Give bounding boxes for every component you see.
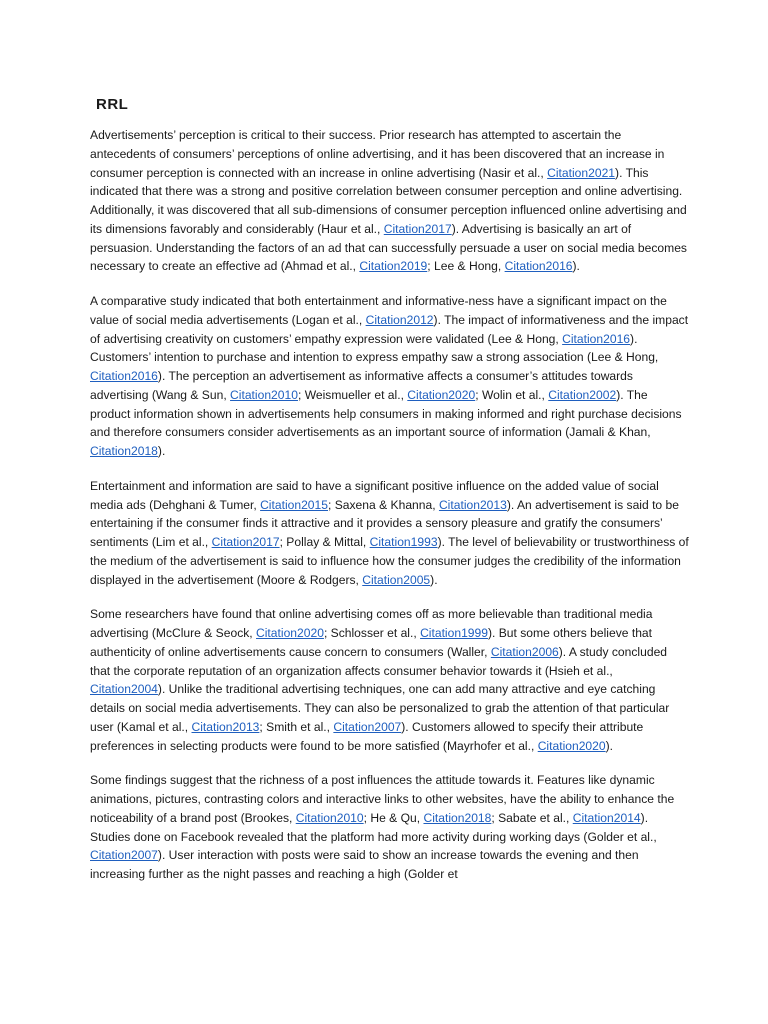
- paragraph: [90, 605, 690, 755]
- citation-link[interactable]: Citation2006: [490, 644, 559, 659]
- paragraph-text: Entertainment and information are said to have a significant positive influence on the added value of social media ads (Dehghani & Tumer,: [90, 478, 659, 512]
- paragraph-text: ).: [157, 444, 166, 458]
- paragraph-text: ). An advertisement is said to be entertaining if the consumer finds it attractive and it provides a sensory pleasure and gratify the consumers’ sentiments (Lim et al.,: [90, 497, 679, 549]
- paragraph-text: ). Advertising is basically an art of persuasion. Understanding the factors of an ad that can successfully persuade a user on social media becomes necessary to create an effective ad (Ahmad et al.,: [90, 221, 687, 274]
- citation-link[interactable]: Citation2020: [256, 626, 324, 640]
- paragraph-text: ).: [605, 738, 614, 753]
- paragraph-text: Some findings suggest that the richness of a post influences the attitude towards it. Features like dynamic animations, pictures, contrasting colors and interactive links to other websites, have the ability to enhance the noticeability of a brand post (Brookes,: [90, 773, 675, 825]
- paragraph: [90, 771, 690, 884]
- citation-link[interactable]: Citation2021: [547, 165, 616, 180]
- citation-link[interactable]: Citation2017: [383, 221, 452, 236]
- paragraph-text: ). The perception an advertisement as informative affects a consumer’s attitudes towards advertising (Wang & Sun,: [90, 369, 633, 402]
- citation-link[interactable]: Citation2016: [562, 331, 631, 346]
- citation-link[interactable]: Citation2020: [537, 738, 606, 753]
- paragraph-text: ).: [572, 259, 580, 274]
- paragraph-text: ; Smith et al.,: [259, 719, 334, 734]
- paragraph-text: ). The impact of informativeness and the impact of advertising creativity on customers’ empathy expression were validated (Lee & Hong,: [90, 312, 689, 346]
- citation-link[interactable]: Citation2018: [423, 810, 492, 825]
- citation-link[interactable]: Citation2014: [572, 810, 641, 825]
- citation-link[interactable]: Citation2019: [359, 259, 428, 274]
- paragraph-text: ). The level of believability or trustworthiness of the medium of the advertisement is said to influence how the consumer judges the credibility of the information displayed in the advertisement (Moore & Rodgers,: [90, 535, 689, 587]
- paragraph-text: ; Saxena & Khanna,: [328, 497, 439, 512]
- paragraph-text: ; He & Qu,: [363, 810, 424, 825]
- paragraph-text: ). But some others believe that authenticity of online advertisements cause concern to consumers (Waller,: [90, 626, 653, 659]
- paragraph-text: ). This indicated that there was a strong and positive correlation between consumer perception and online advertising. Additionally, it was discovered that all sub-dimensions of consumer perception influenced online advertising and its dimensions favorably and considerably (Haur et al.,: [90, 165, 687, 236]
- paragraph-text: ).: [430, 572, 438, 587]
- paragraph-text: ). Unlike the traditional advertising techniques, one can add many attractive and eye catching details on social media advertisements. They can also be personalized to grab the attention of that particular user (Kamal et al.,: [90, 682, 670, 734]
- document-body: [90, 126, 690, 900]
- paragraph: [90, 126, 690, 276]
- citation-link[interactable]: Citation2016: [90, 369, 158, 383]
- citation-link[interactable]: Citation2013: [438, 497, 507, 512]
- paragraph-text: ). Studies done on Facebook revealed that the platform had more activity during working days (Golder et al.,: [90, 810, 657, 844]
- citation-link[interactable]: Citation2017: [211, 535, 280, 549]
- paragraph-text: ; Weismueller et al.,: [297, 387, 408, 402]
- citation-link[interactable]: Citation2005: [362, 572, 431, 587]
- paragraph-text: ). User interaction with posts were said to show an increase towards the evening and then increasing further as the night passes and reaching a high (Golder et: [90, 848, 639, 881]
- paragraph-text: ; Schlosser et al.,: [323, 626, 421, 640]
- citation-link[interactable]: Citation2013: [191, 719, 260, 734]
- citation-link[interactable]: Citation2015: [260, 497, 328, 512]
- citation-link[interactable]: Citation2010: [295, 810, 364, 825]
- paragraph-text: ). Customers’ intention to purchase and intention to express empathy saw a strong association (Lee & Hong,: [90, 331, 659, 365]
- paragraph: [90, 477, 690, 590]
- paragraph-text: ; Wolin et al.,: [475, 387, 549, 402]
- paragraph-text: A comparative study indicated that both entertainment and informative-ness have a significant impact on the value of social media advertisements (Logan et al.,: [90, 294, 667, 327]
- citation-link[interactable]: Citation2018: [90, 444, 158, 458]
- citation-link[interactable]: Citation2012: [365, 312, 434, 327]
- paragraph-text: Advertisements’ perception is critical to their success. Prior research has attempted to ascertain the antecedents of consumers’ perceptions of online advertising, and it has been discovered that an increase in consumer perception is connected with an increase in online advertising (Nasir et al.,: [90, 128, 665, 180]
- paragraph-text: ). The product information shown in advertisements help consumers in making informed and right purchase decisions and therefore consumers consider advertisements as an important source of information (Jamali & Khan,: [90, 387, 682, 440]
- citation-link[interactable]: Citation2002: [548, 387, 617, 402]
- citation-link[interactable]: Citation1993: [369, 535, 438, 549]
- citation-link[interactable]: Citation2004: [90, 682, 158, 697]
- paragraph-text: ; Pollay & Mittal,: [279, 535, 370, 549]
- citation-link[interactable]: Citation1999: [420, 626, 488, 640]
- paragraph-text: ; Lee & Hong,: [427, 259, 505, 274]
- paragraph-text: Some researchers have found that online advertising comes off as more believable than traditional media advertising (McClure & Seock,: [90, 607, 653, 640]
- paragraph-text: ; Sabate et al.,: [491, 810, 573, 825]
- citation-link[interactable]: Citation2007: [90, 848, 158, 863]
- citation-link[interactable]: Citation2007: [333, 719, 402, 734]
- citation-link[interactable]: Citation2020: [407, 387, 476, 402]
- paragraph-text: ). Customers allowed to specify their attribute preferences in selecting products were found to be more satisfied (Mayrhofer et al.,: [90, 719, 644, 753]
- paragraph-text: ). A study concluded that the corporate reputation of an organization affects consumer behavior towards it (Hsieh et al.,: [90, 644, 668, 678]
- citation-link[interactable]: Citation2016: [504, 259, 573, 274]
- document-heading: RRL: [96, 96, 129, 113]
- citation-link[interactable]: Citation2010: [230, 387, 298, 402]
- paragraph: [90, 292, 690, 461]
